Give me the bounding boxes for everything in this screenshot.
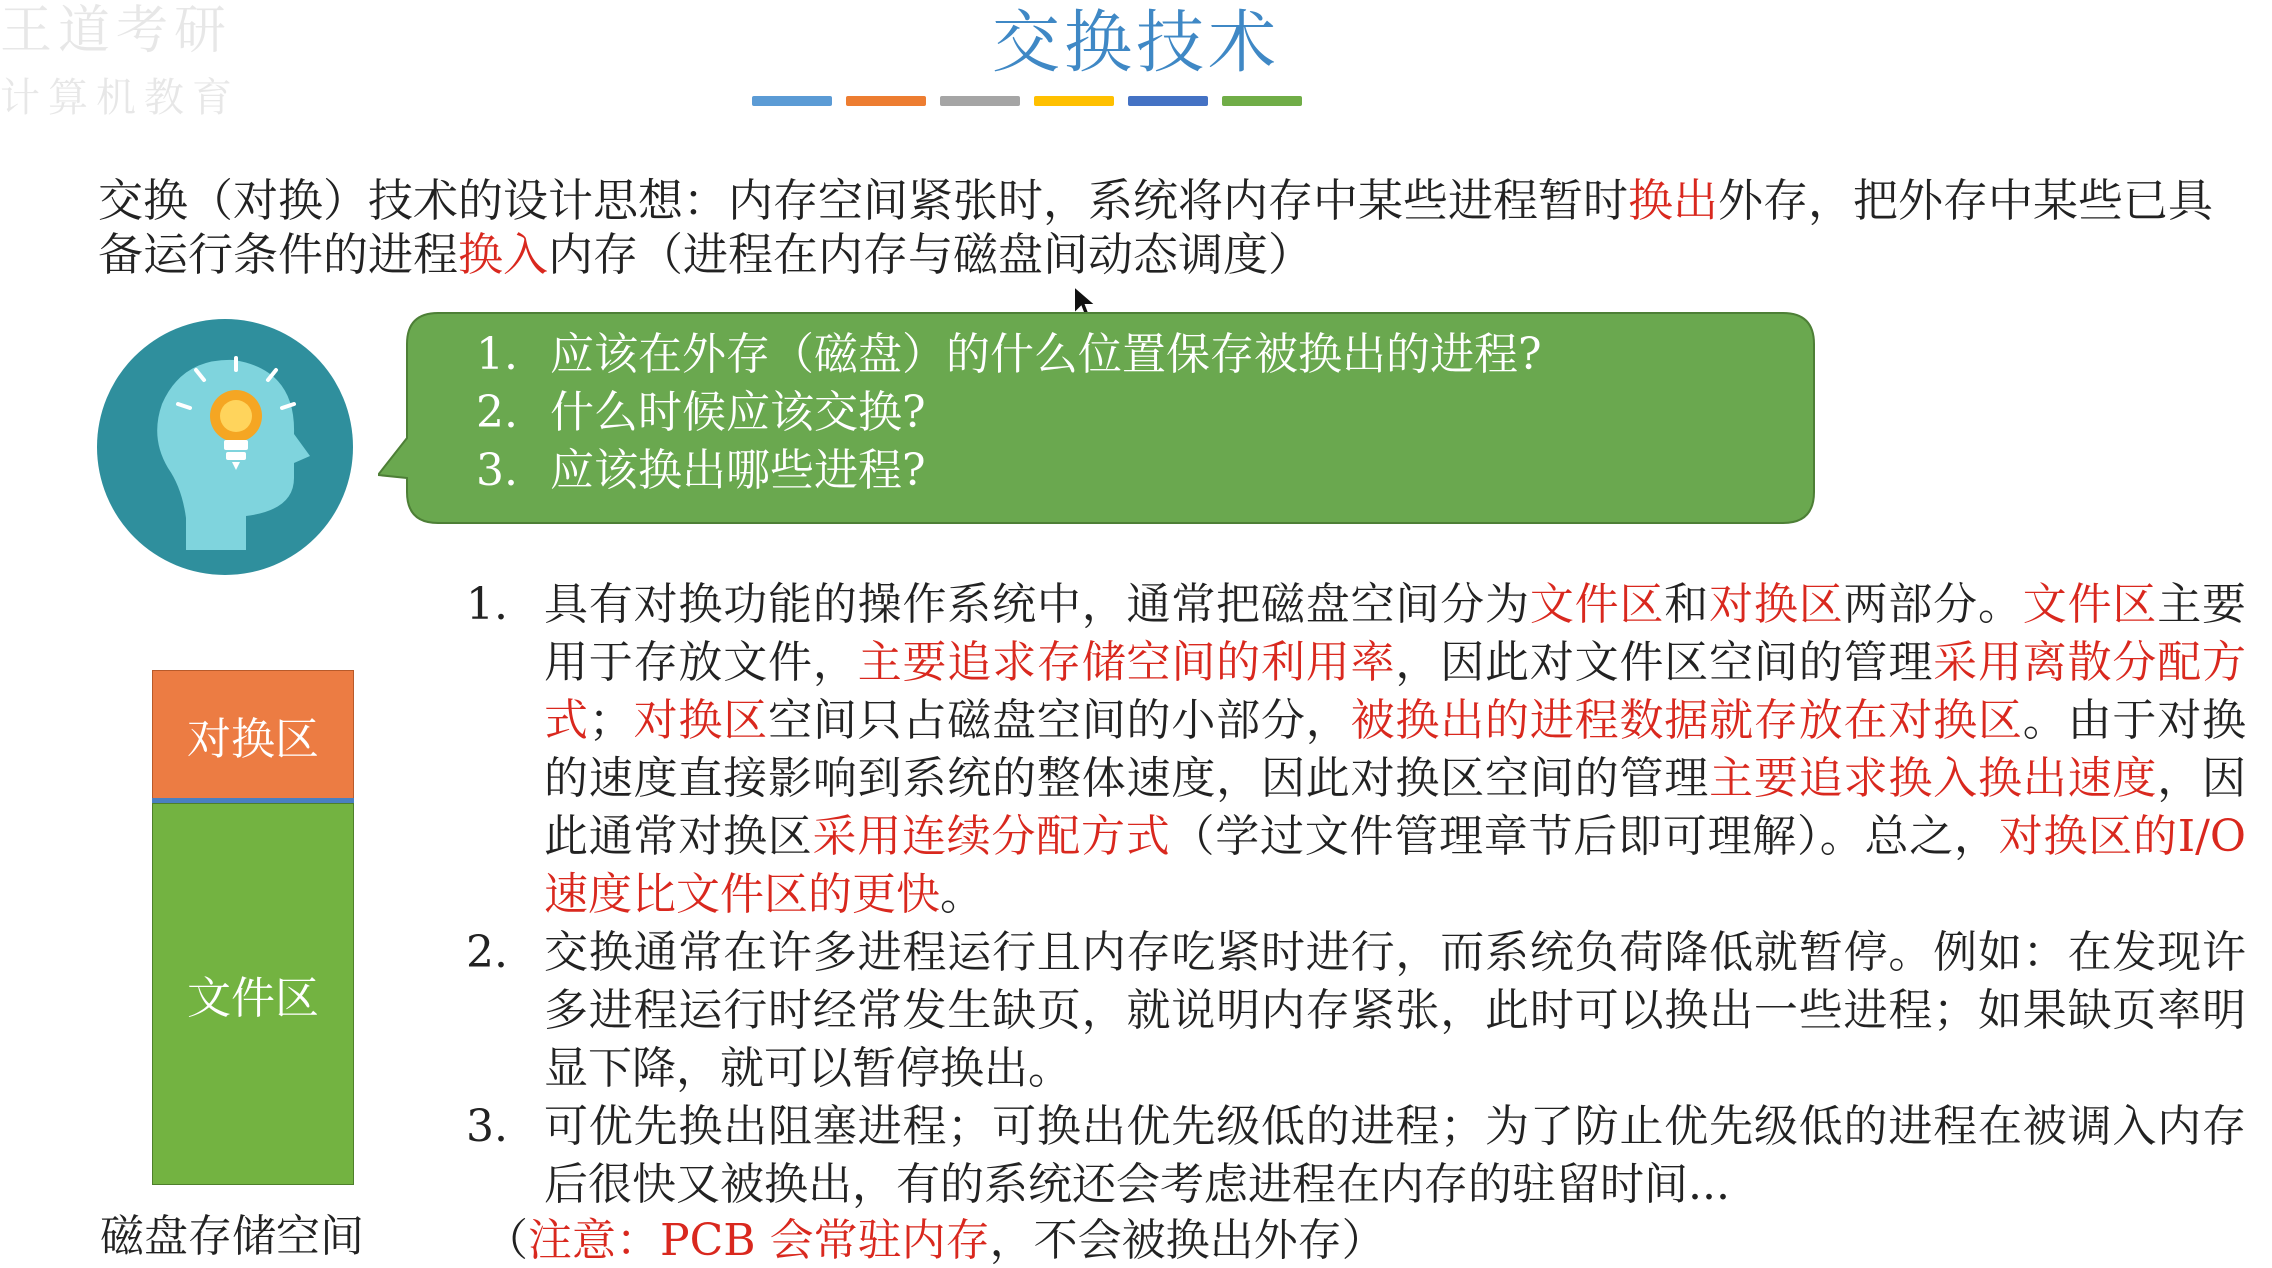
text-run: 具有对换功能的操作系统中，通常把磁盘空间分为 bbox=[544, 579, 1530, 630]
item-number: 3. bbox=[466, 1101, 508, 1152]
stripe-yellow bbox=[1034, 96, 1114, 106]
intro-paragraph bbox=[98, 174, 2248, 282]
thinking-head-lightbulb-icon bbox=[96, 318, 354, 576]
highlight-run: 采用连续分配方式 bbox=[812, 811, 1171, 862]
text-run: 空间只占磁盘空间的小部分， bbox=[768, 695, 1351, 746]
watermark-logo: 王道考研 bbox=[0, 1, 233, 61]
question-text: 应该换出哪些进程? bbox=[550, 445, 926, 496]
highlight-run: 对换区 bbox=[632, 695, 769, 746]
stripe-orange bbox=[846, 96, 926, 106]
stripe-gray bbox=[940, 96, 1020, 106]
intro-text-2: 外存，把外存中某些已具备运行条件的进程 bbox=[98, 174, 2214, 281]
question-list bbox=[476, 326, 1796, 500]
disk-caption: 磁盘存储空间 bbox=[100, 1211, 364, 1262]
text-run: 主要用于存放文件， bbox=[544, 579, 2247, 688]
item-number: 1. bbox=[466, 579, 508, 630]
disk-partition-diagram bbox=[152, 670, 354, 1184]
item-text bbox=[544, 576, 2246, 924]
pcb-note bbox=[484, 1214, 1386, 1268]
note-rest: ，不会被换出外存） bbox=[989, 1215, 1386, 1266]
highlight-run: 主要追求换入换出速度 bbox=[1709, 753, 2158, 804]
watermark-subtitle: 计算机教育 bbox=[0, 75, 240, 121]
question-number: 1. bbox=[476, 329, 518, 380]
item-text: 可优先换出阻塞进程；可换出优先级低的进程；为了防止优先级低的进程在被调入内存后很快又被换出，有的系统还会考虑进程在内存的驻留时间... bbox=[544, 1101, 2246, 1210]
question-item bbox=[476, 384, 1796, 442]
text-run: 。 bbox=[940, 869, 984, 920]
question-item bbox=[476, 326, 1796, 384]
note-highlight: 注意：PCB 会常驻内存 bbox=[528, 1215, 990, 1266]
text-run: 。由于对换的速度直接影响到系统的整体速度，因此对换区空间的管理 bbox=[544, 695, 2247, 804]
intro-text-3: 内存（进程在内存与磁盘间动态调度） bbox=[548, 228, 1314, 281]
question-number: 2. bbox=[476, 387, 518, 438]
title-underline-stripes bbox=[752, 96, 1302, 106]
intro-highlight-swap-out: 换出 bbox=[1628, 174, 1719, 227]
item-text: 交换通常在许多进程运行且内存吃紧时进行，而系统负荷降低就暂停。例如：在发现许多进程运行时经常发生缺页，就说明内存紧张，此时可以换出一些进程；如果缺页率明显下降，就可以暂停换出。 bbox=[544, 927, 2246, 1094]
stripe-green bbox=[1222, 96, 1302, 106]
intro-highlight-swap-in: 换入 bbox=[458, 228, 549, 281]
question-item bbox=[476, 442, 1796, 500]
highlight-run: 文件区 bbox=[2022, 579, 2158, 630]
text-run: ，因此通常对换区 bbox=[544, 753, 2247, 862]
text-run: 两部分。 bbox=[1843, 579, 2023, 630]
question-text: 应该在外存（磁盘）的什么位置保存被换出的进程? bbox=[550, 329, 1542, 380]
highlight-run: 对换区 bbox=[1709, 579, 1844, 630]
text-run: （学过文件管理章节后即可理解）。总之， bbox=[1170, 811, 1999, 862]
text-run: 和 bbox=[1664, 579, 1710, 630]
question-text: 什么时候应该交换? bbox=[550, 387, 926, 438]
highlight-run: 主要追求存储空间的利用率 bbox=[857, 637, 1396, 688]
explanation-item-2 bbox=[466, 924, 2246, 1098]
stripe-darkblue bbox=[1128, 96, 1208, 106]
stripe-blue bbox=[752, 96, 832, 106]
explanation-item-1 bbox=[466, 576, 2246, 924]
file-area-block: 文件区 bbox=[152, 803, 354, 1185]
item-number: 2. bbox=[466, 927, 508, 978]
question-number: 3. bbox=[476, 445, 518, 496]
highlight-run: 对换区的I/O速度比文件区的更快 bbox=[544, 811, 2247, 920]
note-open-paren: （ bbox=[484, 1215, 528, 1266]
highlight-run: 文件区 bbox=[1529, 579, 1665, 630]
text-run: ； bbox=[588, 695, 633, 746]
explanation-list bbox=[466, 576, 2246, 1214]
page-title: 交换技术 bbox=[991, 4, 1280, 83]
explanation-item-3 bbox=[466, 1098, 2246, 1214]
swap-area-block: 对换区 bbox=[152, 670, 354, 800]
intro-text-1: 交换（对换）技术的设计思想：内存空间紧张时，系统将内存中某些进程暂时 bbox=[98, 174, 1629, 227]
highlight-run: 采用离散分配方式 bbox=[544, 637, 2247, 746]
highlight-run: 被换出的进程数据就存放在对换区 bbox=[1350, 695, 2023, 746]
text-run: ，因此对文件区空间的管理 bbox=[1395, 637, 1934, 688]
